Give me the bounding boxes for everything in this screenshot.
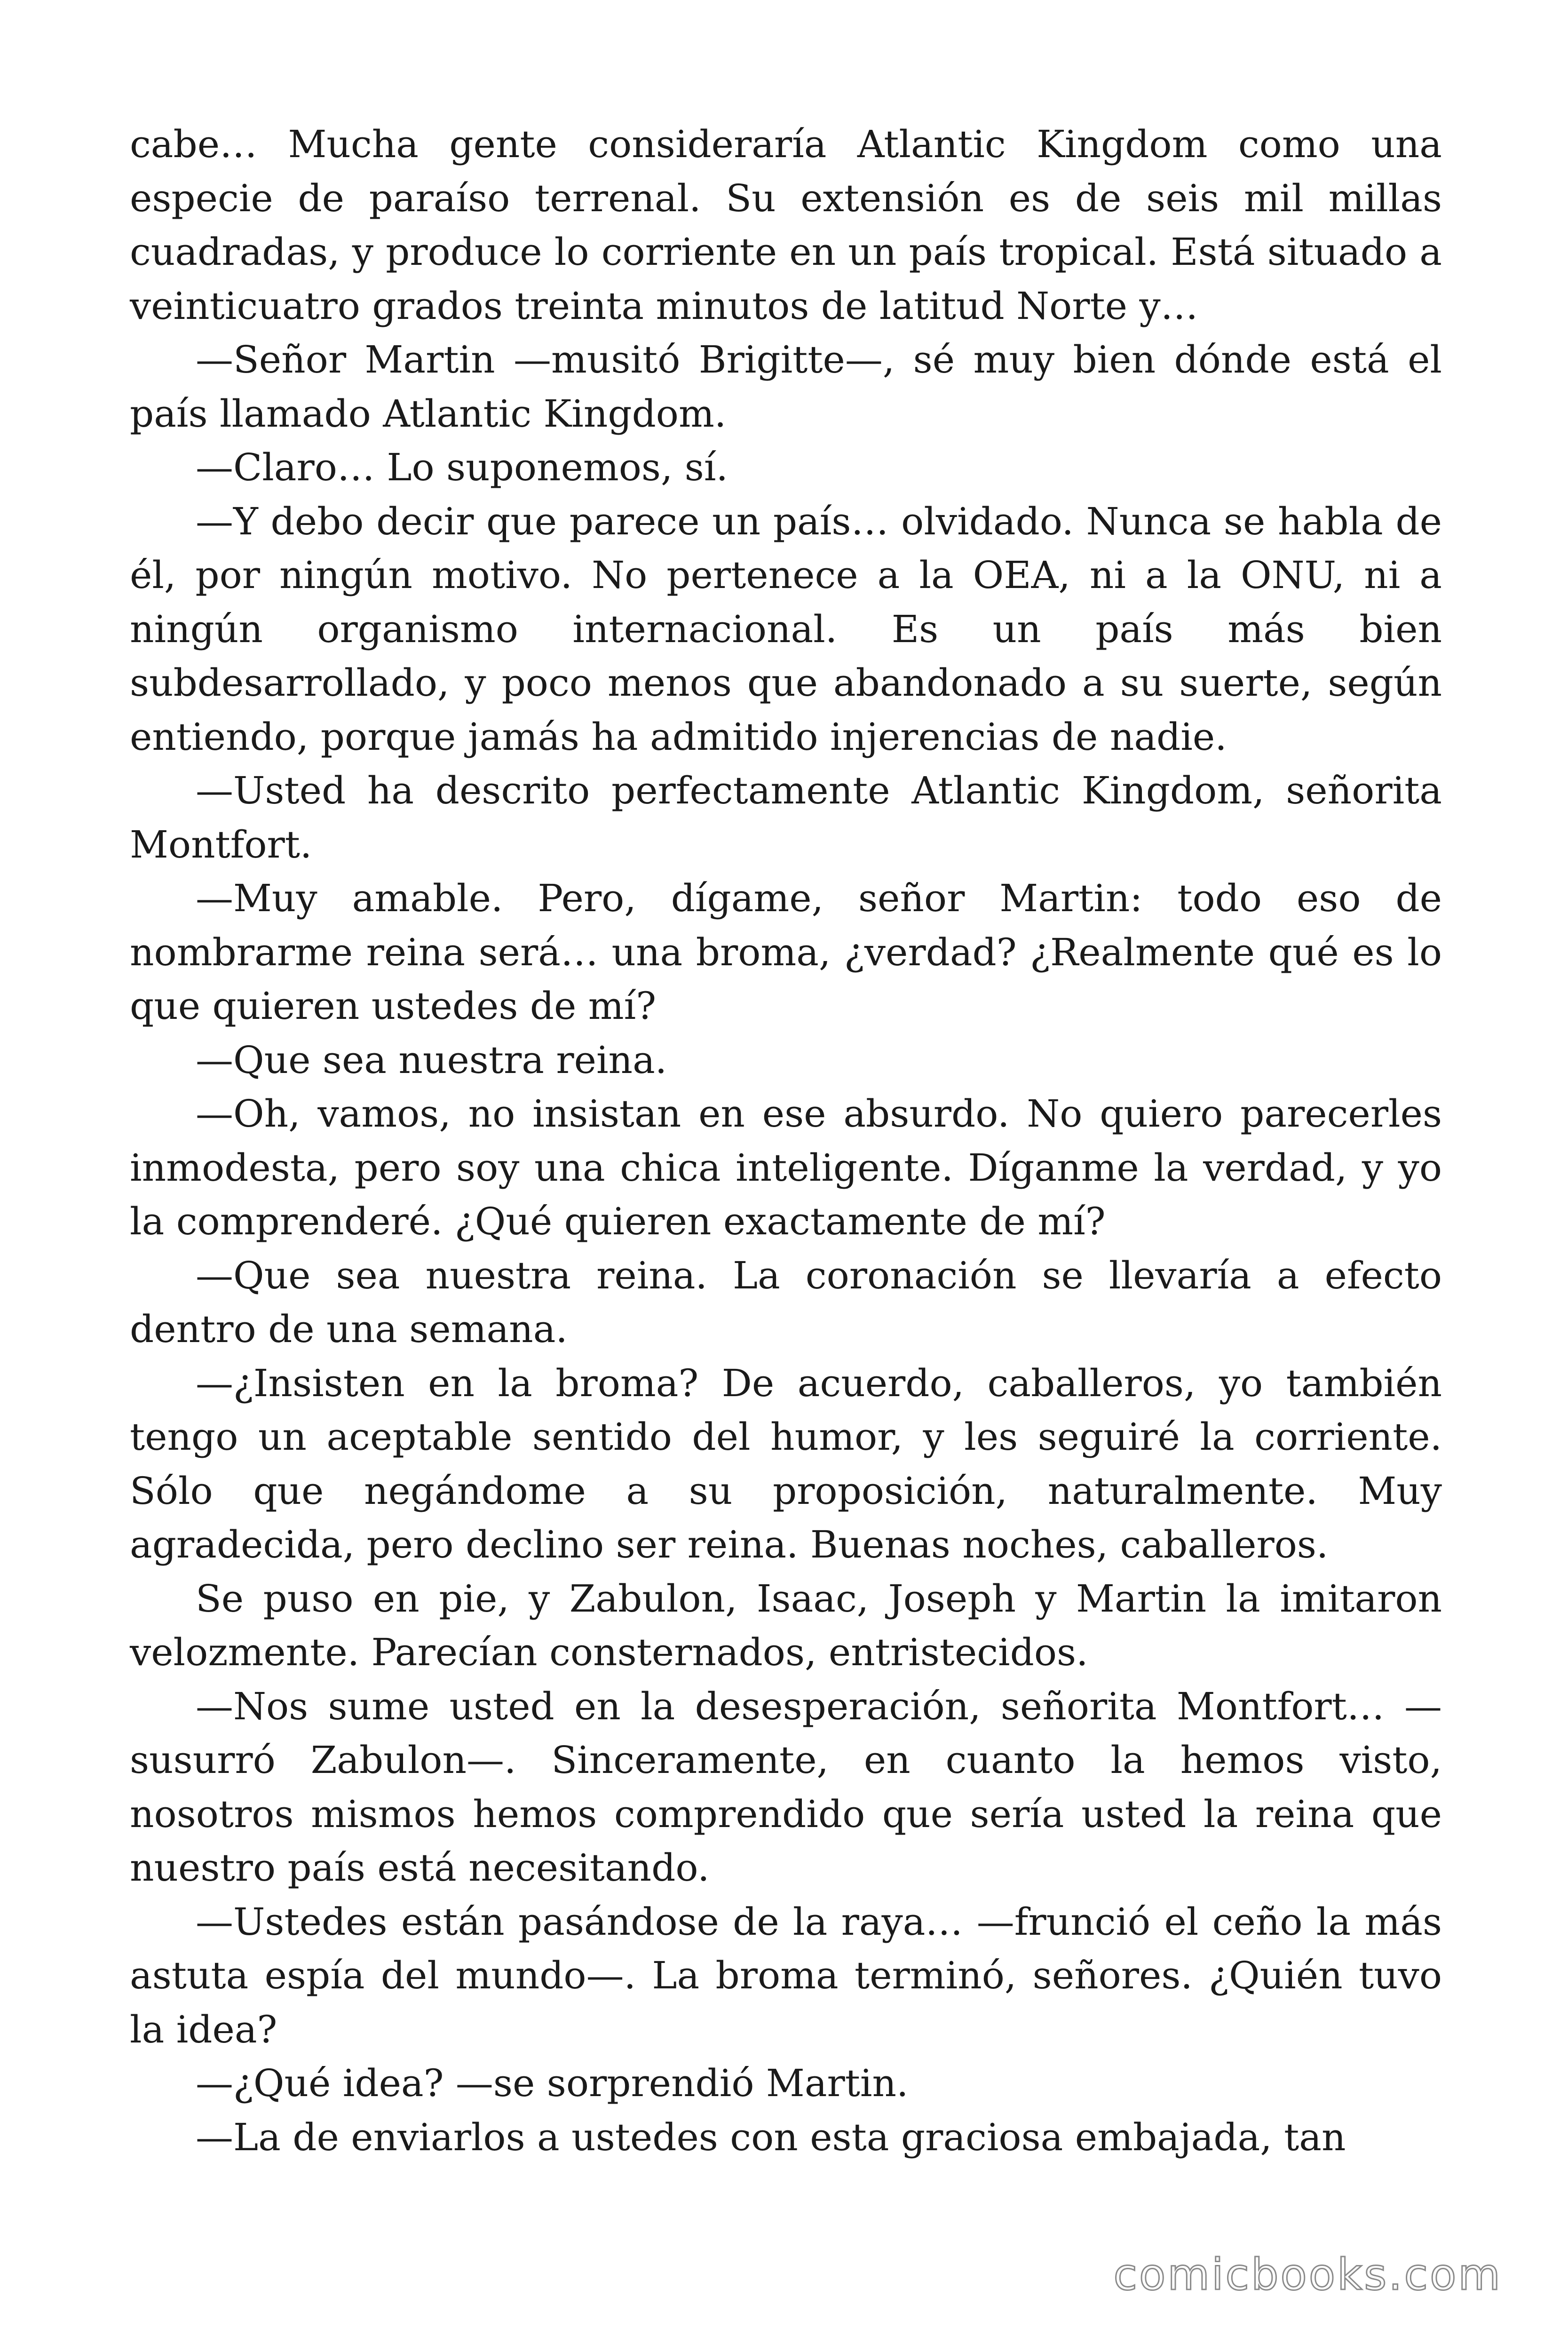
paragraph-last: —La de enviarlos a ustedes con esta graciosa embajada, tan xyxy=(196,2115,1346,2159)
paragraph: Se puso en pie, y Zabulon, Isaac, Joseph y Martin la imitaron velozmente. Parecían consternados, entristecidos. xyxy=(130,1576,1442,1674)
paragraph: —Nos sume usted en la desesperación, señorita Montfort… —susurró Zabulon—. Sinceramente, en cuanto la hemos visto, nosotros mismos hemos comprendido que sería usted la reina que nuestro país está necesitando. xyxy=(130,1684,1442,1890)
paragraph: —Y debo decir que parece un país… olvidado. Nunca se habla de él, por ningún motivo. No pertenece a la OEA, ni a la ONU, ni a ningún organismo internacional. Es un país más bien subdesarrollado, y poco menos que abandonado a su suerte, según entiendo, porque jamás ha admitido injerencias de nadie. xyxy=(130,499,1442,759)
paragraph: —Usted ha descrito perfectamente Atlantic Kingdom, señorita Montfort. xyxy=(130,769,1442,866)
paragraph: —Ustedes están pasándose de la raya… —frunció el ceño la más astuta espía del mundo—. La broma terminó, señores. ¿Quién tuvo la idea? xyxy=(130,1899,1442,2051)
paragraph: —Claro… Lo suponemos, sí. xyxy=(196,445,728,489)
paragraph: —Señor Martin —musitó Brigitte—, sé muy bien dónde está el país llamado Atlantic Kingdom. xyxy=(130,338,1442,436)
paragraph: —Oh, vamos, no insistan en ese absurdo. No quiero parecerles inmodesta, pero soy una chica inteligente. Díganme la verdad, y yo la comprenderé. ¿Qué quieren exactamente de mí? xyxy=(130,1092,1442,1243)
paragraph: —Muy amable. Pero, dígame, señor Martin: todo eso de nombrarme reina será… una broma, ¿verdad? ¿Realmente qué es lo que quieren ustedes de mí? xyxy=(130,876,1442,1028)
paragraph: —¿Qué idea? —se sorprendió Martin. xyxy=(196,2061,909,2105)
paragraph: —Que sea nuestra reina. La coronación se llevaría a efecto dentro de una semana. xyxy=(130,1253,1442,1351)
paragraph: —Que sea nuestra reina. xyxy=(196,1038,667,1082)
book-page-text xyxy=(130,118,1442,2164)
paragraph-continuation: cabe… Mucha gente consideraría Atlantic Kingdom como una especie de paraíso terrenal. Su extensión es de seis mil millas cuadradas, y produce lo corriente en un país tropical. Está situado a veinticuatro grados treinta minutos de latitud Norte y… xyxy=(130,122,1442,328)
watermark-text: comicbooks.com xyxy=(1113,2249,1502,2300)
paragraph: —¿Insisten en la broma? De acuerdo, caballeros, yo también tengo un aceptable sentido del humor, y les seguiré la corriente. Sólo que negándome a su proposición, naturalmente. Muy agradecida, pero declino ser reina. Buenas noches, caballeros. xyxy=(130,1361,1442,1566)
